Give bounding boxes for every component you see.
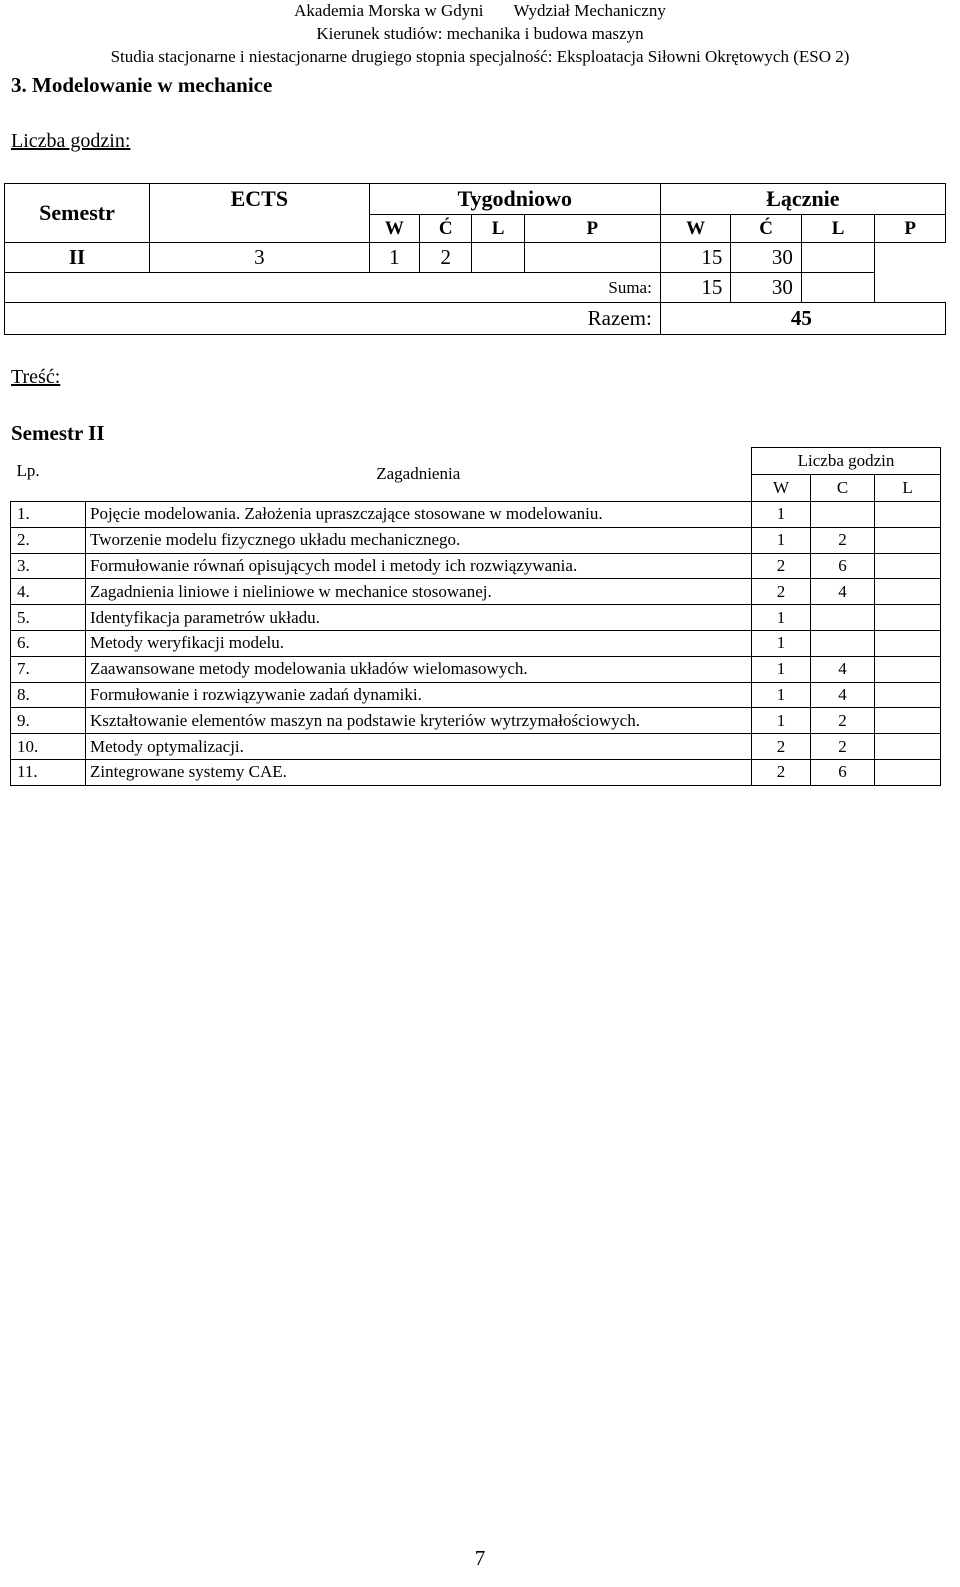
cell-total-p [875, 243, 946, 273]
row-hours-c: 2 [811, 708, 875, 734]
sub-col-c: C [811, 475, 875, 502]
row-hours-c: 4 [811, 682, 875, 708]
row-hours-w: 2 [752, 759, 811, 785]
table-row [11, 630, 941, 656]
row-number: 3. [11, 553, 86, 579]
row-hours-c: 6 [811, 759, 875, 785]
sub-col-c: Ć [420, 215, 472, 243]
row-number: 8. [11, 682, 86, 708]
cell-weekly-c: 2 [420, 243, 472, 273]
sub-col-w: W [369, 215, 419, 243]
row-hours-l [875, 527, 941, 553]
header-field-of-study: Kierunek studiów: mechanika i budowa maszyn [316, 24, 644, 43]
row-hours-w: 2 [752, 579, 811, 605]
cell-weekly-p [524, 243, 660, 273]
row-hours-c: 2 [811, 734, 875, 760]
row-hours-w: 2 [752, 553, 811, 579]
row-topic: Metody optymalizacji. [86, 734, 752, 760]
page-number: 7 [474, 1546, 486, 1570]
sub-col-p: P [875, 215, 946, 243]
sub-col-l: L [472, 215, 524, 243]
row-number: 9. [11, 708, 86, 734]
col-topic: Zagadnienia [376, 464, 461, 484]
sub-col-c: Ć [731, 215, 802, 243]
col-lp: Lp. [16, 460, 40, 480]
razem-value: 45 [660, 303, 945, 335]
col-weekly: Tygodniowo [369, 184, 660, 215]
row-hours-w: 1 [752, 605, 811, 631]
table-row [11, 605, 941, 631]
cell-total-c: 30 [731, 243, 802, 273]
cell-total-l [801, 243, 875, 273]
suma-l [801, 273, 875, 303]
content-label: Treść: [11, 366, 61, 388]
header-institution [0, 1, 960, 21]
header-university: Akademia Morska w Gdyni [294, 1, 484, 20]
sub-col-p: P [524, 215, 660, 243]
suma-w: 15 [660, 273, 731, 303]
col-total: Łącznie [660, 184, 945, 215]
table-row [11, 502, 941, 528]
content-rows [11, 502, 941, 786]
suma-label: Suma: [5, 273, 661, 303]
cell-ects: 3 [150, 243, 370, 273]
row-hours-c: 2 [811, 527, 875, 553]
row-number: 5. [11, 605, 86, 631]
sub-col-l: L [875, 475, 941, 502]
semester-heading: Semestr II [11, 421, 105, 445]
row-topic: Kształtowanie elementów maszyn na podstawie kryteriów wytrzymałościowych. [86, 708, 752, 734]
row-hours-l [875, 502, 941, 528]
row-hours-w: 1 [752, 630, 811, 656]
hours-label: Liczba godzin: [11, 130, 131, 152]
row-number: 4. [11, 579, 86, 605]
row-hours-l [875, 759, 941, 785]
row-hours-w: 1 [752, 708, 811, 734]
row-hours-w: 1 [752, 682, 811, 708]
row-hours-w: 1 [752, 656, 811, 682]
table-row [5, 243, 946, 273]
row-hours-l [875, 579, 941, 605]
row-number: 6. [11, 630, 86, 656]
sub-col-w: W [752, 475, 811, 502]
row-hours-l [875, 553, 941, 579]
cell-weekly-w: 1 [369, 243, 419, 273]
row-number: 1. [11, 502, 86, 528]
row-hours-l [875, 656, 941, 682]
row-hours-w: 1 [752, 502, 811, 528]
row-hours-l [875, 630, 941, 656]
row-number: 11. [11, 759, 86, 785]
sum-row [5, 273, 946, 303]
col-semestr: Semestr [5, 184, 150, 243]
header-faculty: Wydział Mechaniczny [513, 1, 666, 20]
table-row [11, 759, 941, 785]
col-ects: ECTS [150, 184, 370, 243]
suma-p [875, 273, 946, 303]
row-topic: Formułowanie i rozwiązywanie zadań dynamiki. [86, 682, 752, 708]
row-hours-l [875, 682, 941, 708]
sub-col-w: W [660, 215, 731, 243]
row-topic: Metody weryfikacji modelu. [86, 630, 752, 656]
sub-col-l: L [801, 215, 875, 243]
table-row [11, 656, 941, 682]
row-topic: Zaawansowane metody modelowania układów wielomasowych. [86, 656, 752, 682]
table-row [11, 527, 941, 553]
table-row [11, 682, 941, 708]
row-number: 2. [11, 527, 86, 553]
header-study-program: Studia stacjonarne i niestacjonarne drugiego stopnia specjalność: Eksploatacja Siłowni Okrętowych (ESO 2) [110, 47, 850, 66]
row-topic: Pojęcie modelowania. Założenia upraszczające stosowane w modelowaniu. [86, 502, 752, 528]
row-number: 10. [11, 734, 86, 760]
row-topic: Zagadnienia liniowe i nieliniowe w mechanice stosowanej. [86, 579, 752, 605]
row-hours-c [811, 630, 875, 656]
razem-label: Razem: [5, 303, 661, 335]
table-row [11, 734, 941, 760]
hours-table [4, 183, 946, 335]
suma-c: 30 [731, 273, 802, 303]
col-hours: Liczba godzin [752, 448, 941, 475]
row-hours-c [811, 605, 875, 631]
row-hours-w: 1 [752, 527, 811, 553]
row-topic: Zintegrowane systemy CAE. [86, 759, 752, 785]
row-hours-l [875, 734, 941, 760]
row-hours-c: 6 [811, 553, 875, 579]
cell-total-w: 15 [660, 243, 731, 273]
row-hours-c: 4 [811, 579, 875, 605]
row-topic: Tworzenie modelu fizycznego układu mechanicznego. [86, 527, 752, 553]
row-hours-l [875, 605, 941, 631]
row-hours-c [811, 502, 875, 528]
row-number: 7. [11, 656, 86, 682]
table-row [11, 553, 941, 579]
razem-row [5, 303, 946, 335]
page-title: 3. Modelowanie w mechanice [11, 73, 273, 97]
row-hours-w: 2 [752, 734, 811, 760]
cell-weekly-l [472, 243, 524, 273]
row-hours-l [875, 708, 941, 734]
row-hours-c: 4 [811, 656, 875, 682]
row-topic: Identyfikacja parametrów układu. [86, 605, 752, 631]
cell-semestr: II [5, 243, 150, 273]
row-topic: Formułowanie równań opisujących model i metody ich rozwiązywania. [86, 553, 752, 579]
content-table [10, 447, 941, 786]
table-row [11, 708, 941, 734]
table-row [11, 579, 941, 605]
